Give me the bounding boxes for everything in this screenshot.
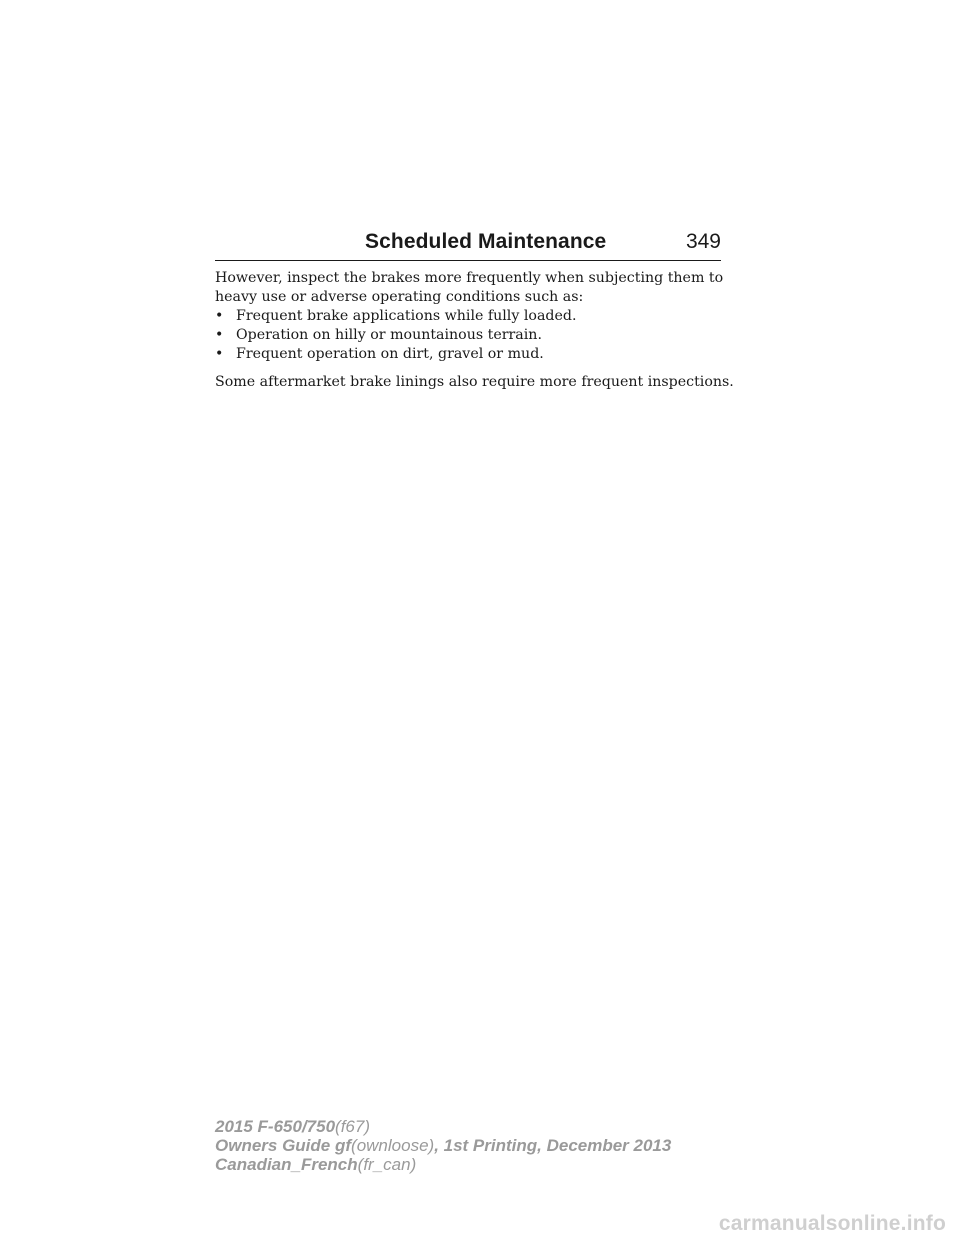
bullet-icon: • (215, 308, 224, 324)
footer-line-guide (215, 1136, 671, 1155)
footer-printing: , 1st Printing, December 2013 (434, 1136, 672, 1155)
footer-language-code: (fr_can) (357, 1155, 417, 1174)
list-item-text: Operation on hilly or mountainous terrain. (236, 327, 542, 343)
footer-guide-code: (ownloose) (351, 1136, 435, 1155)
footer-model: 2015 F-650/750 (215, 1117, 336, 1136)
footer-model-code: (f67) (335, 1117, 371, 1136)
footer-language: Canadian_French (215, 1155, 358, 1174)
list-item (215, 345, 735, 364)
page-number: 349 (685, 230, 721, 253)
print-footer (215, 1117, 671, 1174)
body-content (215, 269, 735, 392)
list-item-text: Frequent brake applications while fully loaded. (236, 308, 577, 324)
list-item-text: Frequent operation on dirt, gravel or mud. (236, 346, 544, 362)
list-item (215, 326, 735, 345)
bullet-icon: • (215, 346, 224, 362)
closing-paragraph: Some aftermarket brake linings also require more frequent inspections. (215, 374, 734, 390)
list-item (215, 307, 735, 326)
page-header (215, 226, 721, 261)
intro-paragraph: However, inspect the brakes more frequently when subjecting them to heavy use or adverse operating conditions such as: (215, 270, 724, 305)
condition-list (215, 307, 735, 364)
footer-line-language (215, 1155, 671, 1174)
footer-guide: Owners Guide gf (215, 1136, 352, 1155)
footer-line-model (215, 1117, 671, 1136)
bullet-icon: • (215, 327, 224, 343)
site-watermark: carmanualsonline.info (718, 1212, 946, 1235)
section-title: Scheduled Maintenance (365, 230, 607, 253)
